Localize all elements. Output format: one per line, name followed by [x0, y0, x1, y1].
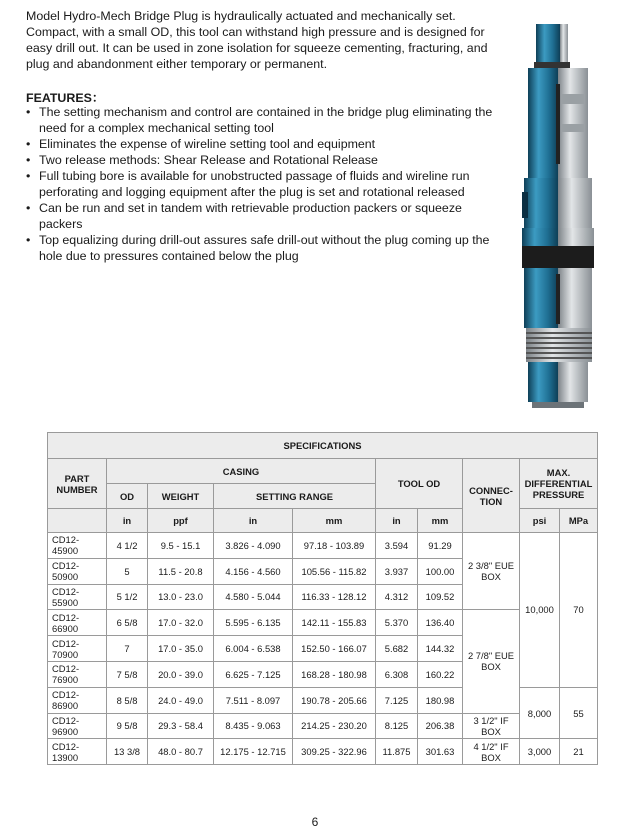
cell-tool-in: 7.125	[376, 687, 418, 713]
cell-range-in: 4.580 - 5.044	[214, 584, 293, 610]
feature-text: Can be run and set in tandem with retrievable production packers or squeeze packers	[39, 201, 462, 231]
cell-weight: 29.3 - 58.4	[148, 713, 214, 739]
cell-range-in: 4.156 - 4.560	[214, 558, 293, 584]
cell-psi: 8,000	[520, 687, 560, 739]
bullet-icon: •	[26, 233, 31, 247]
cell-range-mm: 142.11 - 155.83	[293, 610, 376, 636]
cell-tool-mm: 136.40	[418, 610, 463, 636]
cell-od: 5 1/2	[107, 584, 148, 610]
cell-part: CD12-13900	[48, 739, 107, 765]
cell-tool-in: 5.682	[376, 636, 418, 662]
cell-weight: 48.0 - 80.7	[148, 739, 214, 765]
cell-tool-mm: 301.63	[418, 739, 463, 765]
intro-text: Model Hydro-Mech Bridge Plug is hydraulically actuated and mechanically set. Compact, with a small OD, this tool can withstand high pressure and is designed for easy drill out. It can be used in zone isolation for squeeze cementing, fracturing, and plug and abandonment either temporary or permanent.	[26, 9, 488, 71]
feature-text: Two release methods: Shear Release and Rotational Release	[39, 153, 378, 167]
cell-tool-in: 11.875	[376, 739, 418, 765]
cell-weight: 11.5 - 20.8	[148, 558, 214, 584]
features-title: FEATURES：	[26, 91, 105, 105]
cell-weight: 20.0 - 39.0	[148, 661, 214, 687]
cell-od: 8 5/8	[107, 687, 148, 713]
unit-mpa: MPa	[560, 509, 598, 533]
cell-weight: 17.0 - 32.0	[148, 610, 214, 636]
cell-tool-mm: 160.22	[418, 661, 463, 687]
header-connection: CONNEC-TION	[463, 459, 520, 533]
cell-part: CD12-86900	[48, 687, 107, 713]
cell-weight: 24.0 - 49.0	[148, 687, 214, 713]
cell-psi: 3,000	[520, 739, 560, 765]
cell-mpa: 21	[560, 739, 598, 765]
table-title: SPECIFICATIONS	[48, 433, 598, 459]
cell-part: CD12-96900	[48, 713, 107, 739]
feature-text: Top equalizing during drill-out assures safe drill-out without the plug coming up the hole due to pressures contained below the plug	[39, 233, 490, 263]
cell-connection: 3 1/2" IF BOX	[463, 713, 520, 739]
cell-range-mm: 105.56 - 115.82	[293, 558, 376, 584]
cell-od: 5	[107, 558, 148, 584]
header-tool-od: TOOL OD	[376, 459, 463, 509]
table-row	[48, 533, 598, 559]
cell-part: CD12-76900	[48, 661, 107, 687]
bullet-icon: •	[26, 105, 31, 119]
unit-tool-mm: mm	[418, 509, 463, 533]
cell-weight: 13.0 - 23.0	[148, 584, 214, 610]
intro-paragraph	[26, 8, 496, 72]
cell-tool-mm: 109.52	[418, 584, 463, 610]
bridge-plug-image	[506, 24, 606, 408]
cell-tool-mm: 206.38	[418, 713, 463, 739]
bullet-icon: •	[26, 137, 31, 151]
cell-range-in: 7.511 - 8.097	[214, 687, 293, 713]
feature-text: Full tubing bore is available for unobstructed passage of fluids and wireline run perforating and logging equipment after the plug is set and rotational released	[39, 169, 470, 199]
cell-tool-mm: 100.00	[418, 558, 463, 584]
feature-item	[26, 136, 496, 152]
header-casing: CASING	[107, 459, 376, 484]
header-weight: WEIGHT	[148, 484, 214, 509]
cell-range-mm: 214.25 - 230.20	[293, 713, 376, 739]
feature-item	[26, 152, 496, 168]
cell-range-mm: 309.25 - 322.96	[293, 739, 376, 765]
feature-text: The setting mechanism and control are contained in the bridge plug eliminating the need for a complex mechanical setting tool	[39, 105, 493, 135]
cell-od: 9 5/8	[107, 713, 148, 739]
table-row	[48, 713, 598, 739]
cell-od: 6 5/8	[107, 610, 148, 636]
cell-tool-in: 6.308	[376, 661, 418, 687]
cell-od: 13 3/8	[107, 739, 148, 765]
cell-part: CD12-55900	[48, 584, 107, 610]
cell-od: 4 1/2	[107, 533, 148, 559]
header-max-diff-pressure: MAX. DIFFERENTIAL PRESSURE	[520, 459, 598, 509]
unit-psi: psi	[520, 509, 560, 533]
cell-mpa: 55	[560, 687, 598, 739]
unit-range-mm: mm	[293, 509, 376, 533]
cell-mpa: 70	[560, 533, 598, 688]
bullet-icon: •	[26, 169, 31, 183]
cell-connection: 2 3/8" EUE BOX	[463, 533, 520, 610]
cell-range-mm: 116.33 - 128.12	[293, 584, 376, 610]
bullet-icon: •	[26, 201, 31, 215]
cell-part: CD12-45900	[48, 533, 107, 559]
feature-text: Eliminates the expense of wireline setting tool and equipment	[39, 137, 376, 151]
cell-connection: 2 7/8" EUE BOX	[463, 610, 520, 713]
cell-range-in: 8.435 - 9.063	[214, 713, 293, 739]
cell-connection: 4 1/2" IF BOX	[463, 739, 520, 765]
cell-weight: 9.5 - 15.1	[148, 533, 214, 559]
unit-range-in: in	[214, 509, 293, 533]
cell-range-in: 3.826 - 4.090	[214, 533, 293, 559]
cell-tool-in: 5.370	[376, 610, 418, 636]
cell-od: 7 5/8	[107, 661, 148, 687]
cell-range-mm: 97.18 - 103.89	[293, 533, 376, 559]
cell-tool-in: 4.312	[376, 584, 418, 610]
cell-weight: 17.0 - 35.0	[148, 636, 214, 662]
cell-part: CD12-70900	[48, 636, 107, 662]
feature-item	[26, 232, 496, 264]
feature-item	[26, 200, 496, 232]
header-part-number: PART NUMBER	[48, 459, 107, 509]
cell-tool-mm: 180.98	[418, 687, 463, 713]
unit-weight: ppf	[148, 509, 214, 533]
cell-tool-in: 3.937	[376, 558, 418, 584]
cell-range-mm: 190.78 - 205.66	[293, 687, 376, 713]
bullet-icon: •	[26, 153, 31, 167]
feature-item	[26, 104, 496, 136]
table-row	[48, 610, 598, 636]
cell-tool-mm: 91.29	[418, 533, 463, 559]
cell-psi: 10,000	[520, 533, 560, 688]
cell-range-in: 6.004 - 6.538	[214, 636, 293, 662]
unit-tool-in: in	[376, 509, 418, 533]
page-number: 6	[311, 815, 319, 829]
table-row	[48, 739, 598, 765]
cell-range-mm: 168.28 - 180.98	[293, 661, 376, 687]
header-od: OD	[107, 484, 148, 509]
cell-range-in: 12.175 - 12.715	[214, 739, 293, 765]
cell-tool-in: 8.125	[376, 713, 418, 739]
header-part-unit	[48, 509, 107, 533]
feature-item	[26, 168, 496, 200]
cell-part: CD12-50900	[48, 558, 107, 584]
header-setting-range: SETTING RANGE	[214, 484, 376, 509]
cell-tool-mm: 144.32	[418, 636, 463, 662]
cell-range-mm: 152.50 - 166.07	[293, 636, 376, 662]
cell-od: 7	[107, 636, 148, 662]
cell-part: CD12-66900	[48, 610, 107, 636]
cell-range-in: 6.625 - 7.125	[214, 661, 293, 687]
cell-range-in: 5.595 - 6.135	[214, 610, 293, 636]
specifications-table	[47, 432, 598, 765]
features-list	[26, 104, 496, 264]
cell-tool-in: 3.594	[376, 533, 418, 559]
unit-od: in	[107, 509, 148, 533]
